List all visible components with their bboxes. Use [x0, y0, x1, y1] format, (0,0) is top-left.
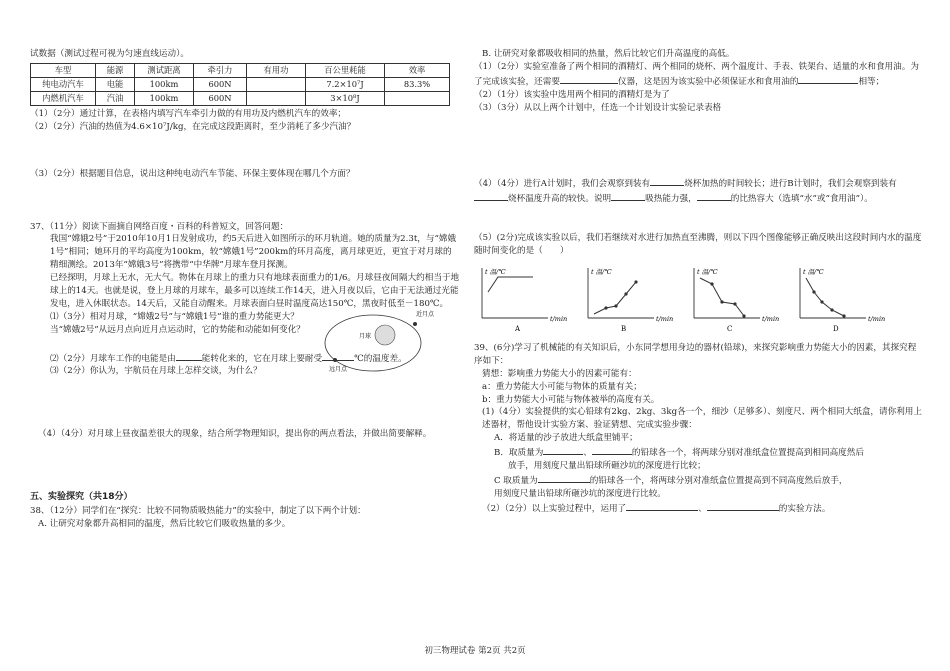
- q39-title: 39、(6分)学习了机械能的有关知识后，小东同学想用身边的器材(铅球)，来探究影响重力势能大小的因素，其探究程序如下：: [474, 343, 917, 366]
- q38-3: （3）（3分）从以上两个计划中，任选一个计划设计实验记录表格: [474, 102, 722, 113]
- answer-blank[interactable]: [543, 445, 583, 455]
- table-row: [31, 77, 450, 91]
- q39-guess-b: b：重力势能大小可能与物体被举的高度有关。: [482, 394, 660, 405]
- q39-1: (1)（4分）实验提供的实心铅球有2kg、2kg、3kg各一个，细沙（足够多）、刻度尺、两个相同大纸盒，请你利用上述器材，帮他设计实验方案、验证猜想、完成实验步骤：: [482, 407, 922, 431]
- q37-title: 37、（11分）阅读下面摘自网络百度・百科的科普短文，回答问题：: [30, 221, 289, 232]
- graph-curve: [594, 282, 636, 314]
- table-cell: 100km: [135, 77, 194, 91]
- q36-3: （3）（2分）根据题目信息，说出这种纯电动汽车节能、环保主要体现在哪几个方面？: [30, 168, 355, 179]
- graph-point: [604, 306, 607, 309]
- near-point-icon: [413, 322, 417, 326]
- graph-point: [820, 300, 823, 303]
- graph-x-label: t/min: [656, 315, 674, 324]
- q37-paragraph-2: 已经探明，月球上无水，无大气。物体在月球上的重力只有地球表面重力的1/6。月球昼夜间隔大约相当于地球上的14天。也就是说，登上月球的月球车，最多可以连续工作14天，进入月夜以后，它由于无法通过光能发电，进入休眠状态。14天后，又能自动醒来。月球表面白昼时温度高达150℃，黑夜时低至－180℃。: [50, 273, 460, 309]
- far-point-label: 远月点: [329, 365, 348, 373]
- q39-step-b-cont: 放手，用刻度尺量出铅球所砸沙坑的深度进行比较；: [508, 461, 706, 472]
- q39-2-text-b: 、: [698, 503, 707, 514]
- table-header: 车型: [31, 63, 96, 77]
- page-footer: 初三物理试卷 第2页 共2页: [424, 646, 526, 656]
- q39-b-text-3: 的铅球各一个，将两球分别对准纸盒位置提高到相同高度然后: [631, 448, 864, 459]
- orbit-ellipse: [325, 315, 421, 371]
- table-cell: 600N: [194, 77, 247, 91]
- answer-blank[interactable]: [560, 74, 618, 84]
- graph-x-label: t/min: [762, 315, 780, 324]
- q39-c-text-2: 的铅球各一个，将两球分别对准纸盒位置提高到不同高度然后放手，: [589, 475, 848, 486]
- graph-point: [710, 282, 713, 285]
- graph-point: [812, 290, 815, 293]
- graph-y-label: t 温/℃: [485, 268, 506, 277]
- graph-curve: [806, 278, 844, 316]
- answer-blank[interactable]: [707, 501, 779, 511]
- q37-paragraph-1: 我国“嫦娥2号”于2010年10月1日发射成功，约5天后进入如图所示的环月轨道。她的质量为2.3t，与“嫦娥1号”相同；她环月的平均高度为100km，较“嫦娥1号”200km的环月高度，离月球更近，更宜于对月球的精细测绘。2013年“嫦娥3号”将携带“中华牌”月球车登月探测。: [50, 234, 457, 271]
- q39-guess-a: a：重力势能大小可能与物体的质量有关；: [482, 381, 642, 392]
- temperature-graphs: [474, 258, 922, 342]
- answer-blank[interactable]: [697, 191, 731, 201]
- q37-2-text-b: 能转化来的，它在月球上要耐受: [201, 353, 323, 364]
- q39-c-text-1: C 取质量为: [494, 475, 538, 486]
- q38-4-text-b: 烧杯加热的时间较长；进行B计划时，我们会观察到装有: [684, 179, 897, 190]
- answer-blank[interactable]: [626, 501, 698, 511]
- q39-b-text-1: B．取质量为: [494, 448, 544, 459]
- table-row: [31, 91, 450, 105]
- table-header: 牵引力: [194, 63, 247, 77]
- car-test-table: [30, 63, 450, 106]
- table-cell: 600N: [194, 91, 247, 105]
- graph-y-label: t 温/℃: [697, 268, 718, 277]
- answer-blank[interactable]: [650, 176, 684, 186]
- q38-plan-a: A. 让研究对象都升高相同的温度，然后比较它们吸收热量的多少。: [38, 518, 291, 529]
- q38-4-text-e: 的比热容大（选填“水”或“食用油”）。: [730, 194, 873, 205]
- graph-point: [830, 308, 833, 311]
- graph-point: [842, 314, 845, 317]
- table-cell: 纯电动汽车: [31, 77, 96, 91]
- graph-point: [624, 292, 627, 295]
- graph-point: [733, 302, 736, 305]
- table-cell: 100km: [135, 91, 194, 105]
- graph-point: [720, 300, 723, 303]
- answer-blank[interactable]: [592, 445, 632, 455]
- q38-2: （2）（1分）该实验中选用两个相同的酒精灯是为了: [474, 89, 670, 100]
- graph-option-label: B: [621, 325, 627, 334]
- q38-4-text-d: 吸热能力强，: [645, 194, 697, 205]
- q38-1: [474, 61, 922, 89]
- q39-2-text-a: （2）（2分）以上实验过程中，运用了: [482, 503, 627, 514]
- graph-option-label: D: [833, 325, 839, 334]
- table-header: 能源: [96, 63, 135, 77]
- q39-guess: 猜想：影响重力势能大小的因素可能有：: [482, 368, 637, 379]
- q38-plan-b: B. 让研究对象都吸收相同的热量，然后比较它们升高温度的高低。: [482, 49, 735, 59]
- answer-blank[interactable]: [798, 74, 858, 84]
- q39-step-c-cont: 用刻度尺量出铅球所砸沙坑的深度进行比较。: [494, 488, 666, 499]
- table-header: 百公里耗能: [306, 63, 385, 77]
- graph-option-label: A: [515, 325, 521, 334]
- q39-2-text-c: 的实验方法。: [778, 503, 831, 514]
- table-header: 测试距离: [135, 63, 194, 77]
- q37-1: ⑴（3分）相对月球，“嫦娥2号”与“嫦娥1号”谁的重力势能更大？当“嫦娥2号”从远月点向近月点运动时，它的势能和动能如何变化？: [50, 311, 305, 335]
- graph-point: [634, 280, 637, 283]
- q39-step-a: A．将适量的沙子放进大纸盒里铺平；: [494, 433, 638, 444]
- q39-b-text-2: 、: [583, 448, 592, 459]
- table-cell[interactable]: [247, 91, 306, 105]
- q37-2-text-a: ⑵（2分）月球车工作的电能是由: [50, 353, 176, 364]
- answer-blank[interactable]: [538, 473, 590, 483]
- q37-4: （4）（4分）对月球上昼夜温差很大的现象，结合所学物理知识，提出你的两点看法，并做出简要解释。: [38, 429, 432, 440]
- moon-orbit-diagram: [315, 305, 435, 377]
- intro-text: 试数据（测试过程可视为匀速直线运动）。: [30, 49, 189, 59]
- table-cell: 83.3%: [385, 77, 450, 91]
- q38-1-text-c: 相等；: [858, 76, 885, 87]
- q39-step-b: [474, 445, 922, 460]
- q38-4-text-a: （4）（4分）进行A计划时，我们会观察到装有: [474, 179, 651, 190]
- q37-2-text-c: ℃的温度差。: [354, 353, 407, 364]
- table-cell: 7.2×10⁷J: [306, 77, 385, 91]
- graph-point: [614, 304, 617, 307]
- table-header: 有用功: [247, 63, 306, 77]
- table-cell[interactable]: [247, 77, 306, 91]
- left-column: [30, 48, 460, 531]
- table-cell: 汽油: [96, 91, 135, 105]
- right-column: [474, 48, 922, 516]
- table-cell: 3×10⁸J: [306, 91, 385, 105]
- answer-blank[interactable]: [176, 351, 202, 361]
- q38-4-text-c: 烧杯温度升高的较快。说明: [508, 194, 612, 205]
- graph-option-label: C: [727, 325, 733, 334]
- section-5-heading: 五、实验探究（共18分）: [30, 492, 133, 503]
- moon-label: 月球: [359, 332, 372, 340]
- far-point-icon: [333, 358, 337, 362]
- graph-y-label: t 温/℃: [803, 268, 824, 277]
- graph-y-label: t 温/℃: [591, 268, 612, 277]
- answer-blank[interactable]: [474, 191, 508, 201]
- moon-icon: [375, 325, 395, 345]
- graph-curve: [488, 277, 533, 292]
- table-cell[interactable]: [385, 91, 450, 105]
- table-header: 效率: [385, 63, 450, 77]
- q38-title: 38、（12分）同学们在“探究：比较不同物质吸热能力”的实验中，制定了以下两个计划：: [30, 505, 366, 516]
- q38-4: [474, 176, 922, 206]
- graph-x-label: t/min: [550, 315, 568, 324]
- q36-2: （2）（2分）汽油的热值为4.6×10⁷J/kg，在完成这段距离时，至少消耗了多少汽油？: [30, 121, 356, 132]
- graph-curve: [700, 278, 744, 316]
- q39-step-c: [474, 473, 922, 488]
- graph-x-label: t/min: [868, 315, 886, 324]
- table-cell: 电能: [96, 77, 135, 91]
- near-point-label: 近月点: [416, 310, 435, 318]
- answer-blank[interactable]: [611, 191, 645, 201]
- q36-1: （1）（2分）通过计算，在表格内填写汽车牵引力做的有用功及内燃机汽车的效率；: [30, 108, 347, 119]
- table-cell: 内燃机汽车: [31, 91, 96, 105]
- q38-5: （5）(2分)完成该实验以后，我们若继续对水进行加热直至沸腾，则以下四个图像能够正确反映出这段时间内水的温度随时间变化的是（ ）: [474, 233, 922, 257]
- q38-1-text-a: （1）（2分）实验室准备了两个相同的酒精灯、两个相同的烧杯、两个温度计、手表、铁架台、适量的水和食用油。为了完成该实验，还需要: [474, 61, 919, 87]
- graphs-svg: [474, 258, 914, 342]
- q39-2: [482, 501, 922, 516]
- q37-3: ⑶（2分）你认为，宇航员在月球上怎样交谈，为什么？: [50, 366, 262, 377]
- table-header-row: [31, 63, 450, 77]
- graph-point: [742, 314, 745, 317]
- q38-1-text-b: 仪器，这是因为该实验中必须保证水和食用油的: [617, 76, 799, 87]
